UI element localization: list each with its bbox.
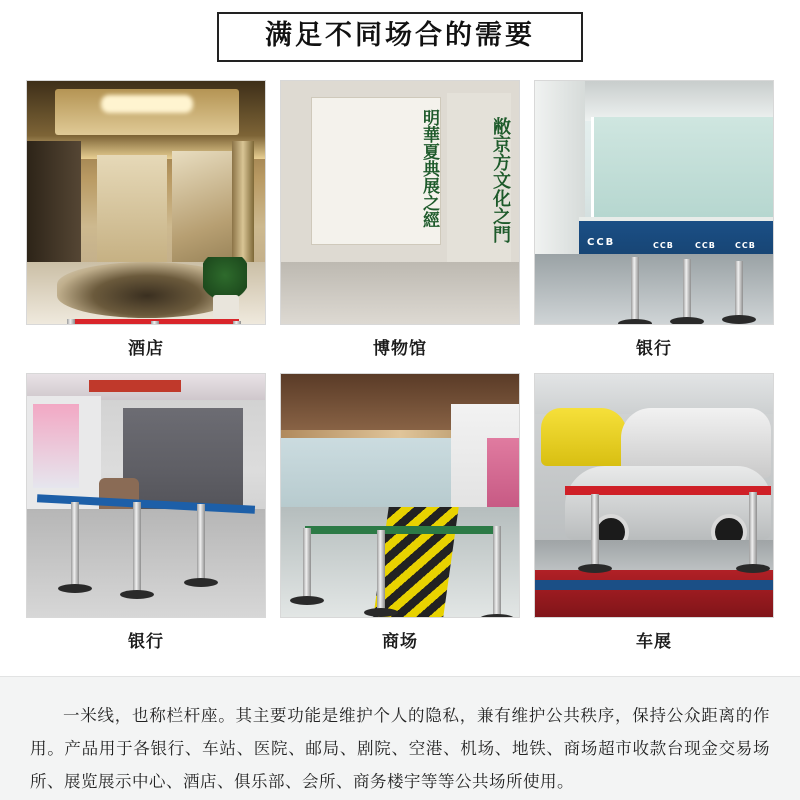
title-box: [217, 12, 583, 62]
gallery-item: [24, 80, 268, 369]
gallery-item: [532, 80, 776, 369]
gallery-item: [278, 373, 522, 662]
belt-green: [305, 526, 501, 534]
gallery-item: [532, 373, 776, 662]
page-title: 满足不同场合的需要: [265, 20, 535, 51]
footer-description-panel: [0, 676, 800, 800]
bank-sign-label: CCB: [735, 241, 756, 251]
scene-gallery: [0, 80, 800, 662]
gallery-caption: 博物馆: [373, 339, 427, 360]
photo-museum-entrance-with-red-and-yellow-belt-barrier: [280, 80, 520, 325]
photo-auto-show-cars-with-stanchions: [534, 373, 774, 618]
product-description-text: 一米线，也称栏杆座。其主要功能是维护个人的隐私，兼有维护公共秩序，保持公众距离的作用。产品用于各银行、车站、医院、邮局、剧院、空港、机场、地铁、商场超市收款台现金交易场所、展览展示中心、酒店、俱乐部、会所、商务楼宇等等公共场所使用。: [30, 706, 770, 791]
bank-sign-label: CCB: [587, 237, 616, 249]
gallery-caption: 银行: [636, 339, 672, 360]
gallery-caption: 银行: [128, 632, 164, 653]
photo-hotel-corridor-with-red-belt-barrier: [26, 80, 266, 325]
gallery-item: [278, 80, 522, 369]
museum-wall-text-left: 明華夏典展之經: [419, 108, 439, 228]
bank-sign-label: CCB: [695, 241, 716, 251]
gallery-item: [24, 373, 268, 662]
photo-shopping-mall-corridor-with-green-belt-barrier: [280, 373, 520, 618]
museum-wall-text-right: 敝京方文化之門: [490, 117, 511, 244]
gallery-caption: 酒店: [128, 339, 164, 360]
photo-exhibition-hall-queue-with-blue-belt-barrier: [26, 373, 266, 618]
gallery-caption: 商场: [382, 632, 418, 653]
photo-bank-counter-ccb: [534, 80, 774, 325]
bank-sign-label: CCB: [653, 241, 674, 251]
title-section: [0, 0, 800, 62]
gallery-caption: 车展: [636, 632, 672, 653]
